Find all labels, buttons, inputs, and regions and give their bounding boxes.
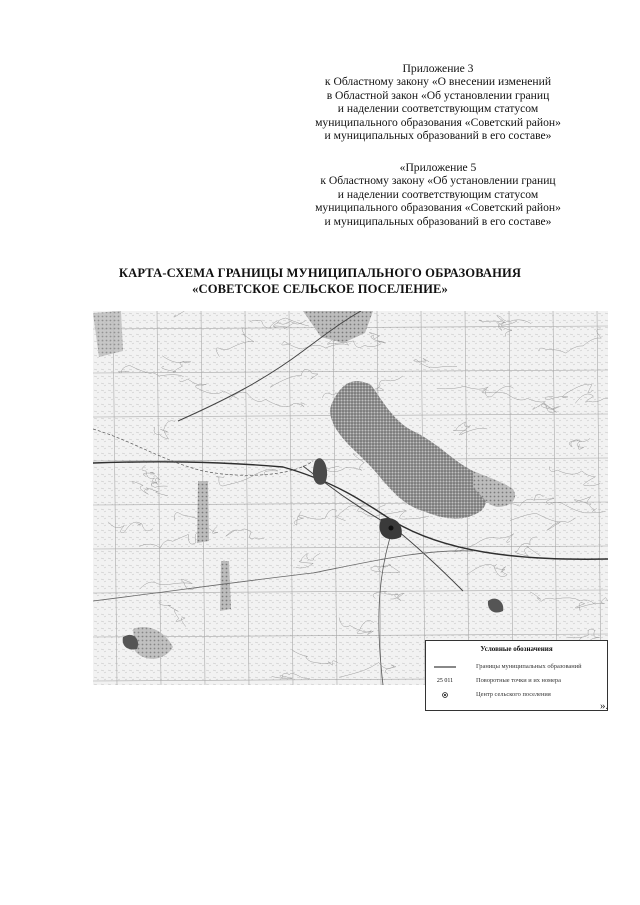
appendix-3-heading: Приложение 3: [402, 62, 474, 75]
centre-dot-icon: [432, 691, 458, 699]
map-legend: [425, 640, 608, 711]
legend-label-centre: Центр сельского поселения: [476, 691, 551, 698]
appendix-3-line: и муниципальных образований в его составе»: [324, 129, 552, 143]
legend-title: Условные обозначения: [480, 645, 553, 653]
appendix-3-line: и наделении соответствующим статусом: [337, 102, 539, 116]
appendix-5-line: и муниципальных образований в его составе»: [324, 214, 552, 228]
appendix-5-block: [290, 161, 586, 228]
appendix-3-line: к Областному закону «О внесении изменений: [324, 75, 552, 89]
appendix-5-line: к Областному закону «Об установлении границ: [320, 174, 556, 188]
appendix-5-heading: «Приложение 5: [399, 161, 477, 174]
appendix-5-line: муниципального образования «Советский район»: [315, 201, 561, 215]
map-canvas: [93, 311, 608, 685]
legend-row-points: [426, 677, 607, 687]
legend-row-centre: [426, 691, 607, 701]
forest-strip-west: [197, 481, 209, 543]
topographic-map: [93, 311, 608, 685]
legend-label-boundary: Границы муниципальных образований: [476, 663, 582, 670]
closing-quote-mark: ».: [600, 700, 609, 712]
settlement-centre-symbol: [432, 691, 458, 702]
appendix-5-line: и наделении соответствующим статусом: [337, 187, 539, 201]
appendix-3-line: муниципального образования «Советский район»: [315, 115, 561, 129]
boundary-line-symbol: [432, 663, 458, 674]
terrain-texture: [93, 311, 608, 685]
settlement-centre-marker: [389, 526, 394, 531]
turning-point-number-symbol: 25 011: [436, 678, 454, 684]
boundary-line-icon: [432, 663, 458, 671]
map-title-line-1: КАРТА-СХЕМА ГРАНИЦЫ МУНИЦИПАЛЬНОГО ОБРАЗОВАНИЯ: [118, 266, 522, 280]
map-title-line-2: «СОВЕТСКОЕ СЕЛЬСКОЕ ПОСЕЛЕНИЕ»: [192, 282, 448, 296]
legend-row-boundary: [426, 663, 607, 673]
appendix-3-block: [290, 62, 586, 142]
legend-label-points: Поворотные точки и их номера: [476, 677, 561, 684]
appendix-3-line: в Областной закон «Об установлении границ: [326, 88, 550, 102]
